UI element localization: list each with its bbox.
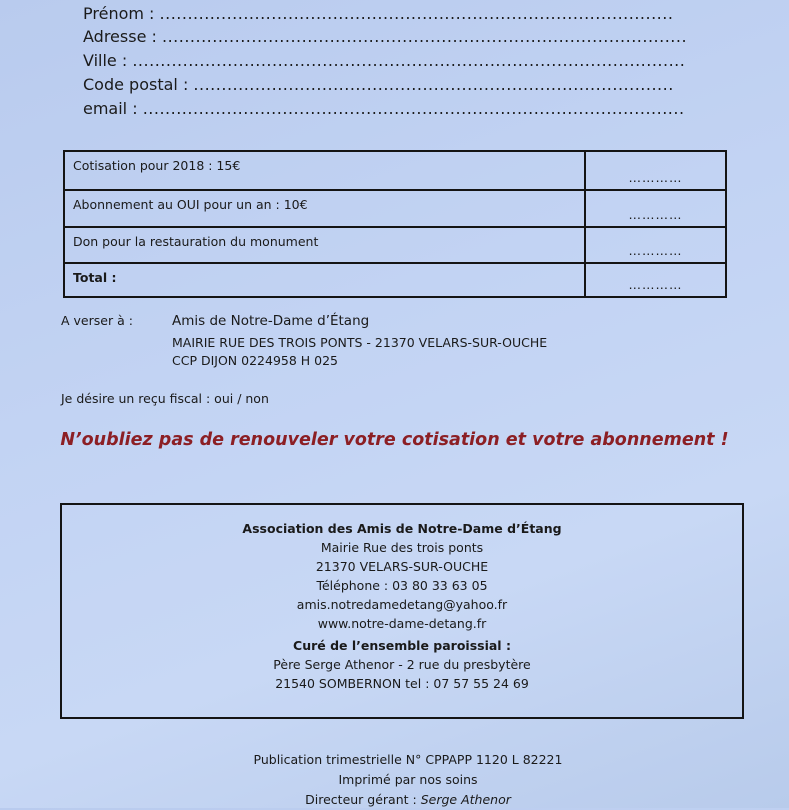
field-ville[interactable] [83,51,685,71]
field-dots: ................................................................................................... [132,51,686,70]
cure-title: Curé de l’ensemble paroissial : [293,638,511,653]
payment-address: MAIRIE RUE DES TROIS PONTS - 21370 VELARS-SUR-OUCHE [172,335,548,350]
fee-row-abonnement [64,190,726,227]
association-website[interactable]: www.notre-dame-detang.fr [317,616,487,631]
field-label: Code postal : [83,75,189,94]
field-label: email : [83,99,138,118]
field-label: Prénom : [83,4,155,23]
field-dots: ............................................................................................ [159,4,674,23]
payment-payee: Amis de Notre-Dame d’Étang [172,313,370,329]
field-label: Ville : [83,51,128,70]
fees-table [63,150,727,298]
receipt-question: Je désire un reçu fiscal : oui / non [61,391,269,406]
fee-amount[interactable]: ………… [585,263,726,297]
footer [0,750,789,810]
field-dots: ................................................................................................. [142,99,685,118]
cure-line1: Père Serge Athenor - 2 rue du presbytère [273,657,531,672]
field-email[interactable] [83,99,685,119]
field-adresse[interactable] [83,27,687,47]
footer-publication: Publication trimestrielle N° CPPAPP 1120 L 82221 [253,752,563,767]
reminder-text: N’oubliez pas de renouveler votre cotisation et votre abonnement ! [60,430,729,450]
cure-line2: 21540 SOMBERNON tel : 07 57 55 24 69 [275,676,529,691]
fee-label: Cotisation pour 2018 : 15€ [64,151,585,190]
footer-director [0,790,789,810]
payment-ccp: CCP DIJON 0224958 H 025 [172,353,339,368]
association-email[interactable]: amis.notredamedetang@yahoo.fr [296,597,508,612]
field-dots: .............................................................................................. [161,27,688,46]
field-label: Adresse : [83,27,157,46]
fee-label: Total : [64,263,585,297]
director-label: Directeur gérant : [305,792,417,807]
fee-amount[interactable]: ………… [585,151,726,190]
footer-printed: Imprimé par nos soins [338,772,478,787]
association-phone: Téléphone : 03 80 33 63 05 [316,578,488,593]
field-code-postal[interactable] [83,75,674,95]
association-address2: 21370 VELARS-SUR-OUCHE [315,559,489,574]
association-box [60,503,744,719]
field-dots: ...................................................................................... [193,75,674,94]
fee-row-cotisation [64,151,726,190]
field-prenom[interactable] [83,4,673,24]
association-address1: Mairie Rue des trois ponts [320,540,484,555]
fee-label: Don pour la restauration du monument [64,227,585,263]
payment-label: A verser à : [61,313,133,328]
fee-row-don [64,227,726,263]
fee-row-total [64,263,726,297]
fee-amount[interactable]: ………… [585,227,726,263]
fee-label: Abonnement au OUI pour un an : 10€ [64,190,585,227]
director-name: Serge Athenor [420,792,511,807]
association-name: Association des Amis de Notre-Dame d’Étang [242,521,562,536]
fee-amount[interactable]: ………… [585,190,726,227]
